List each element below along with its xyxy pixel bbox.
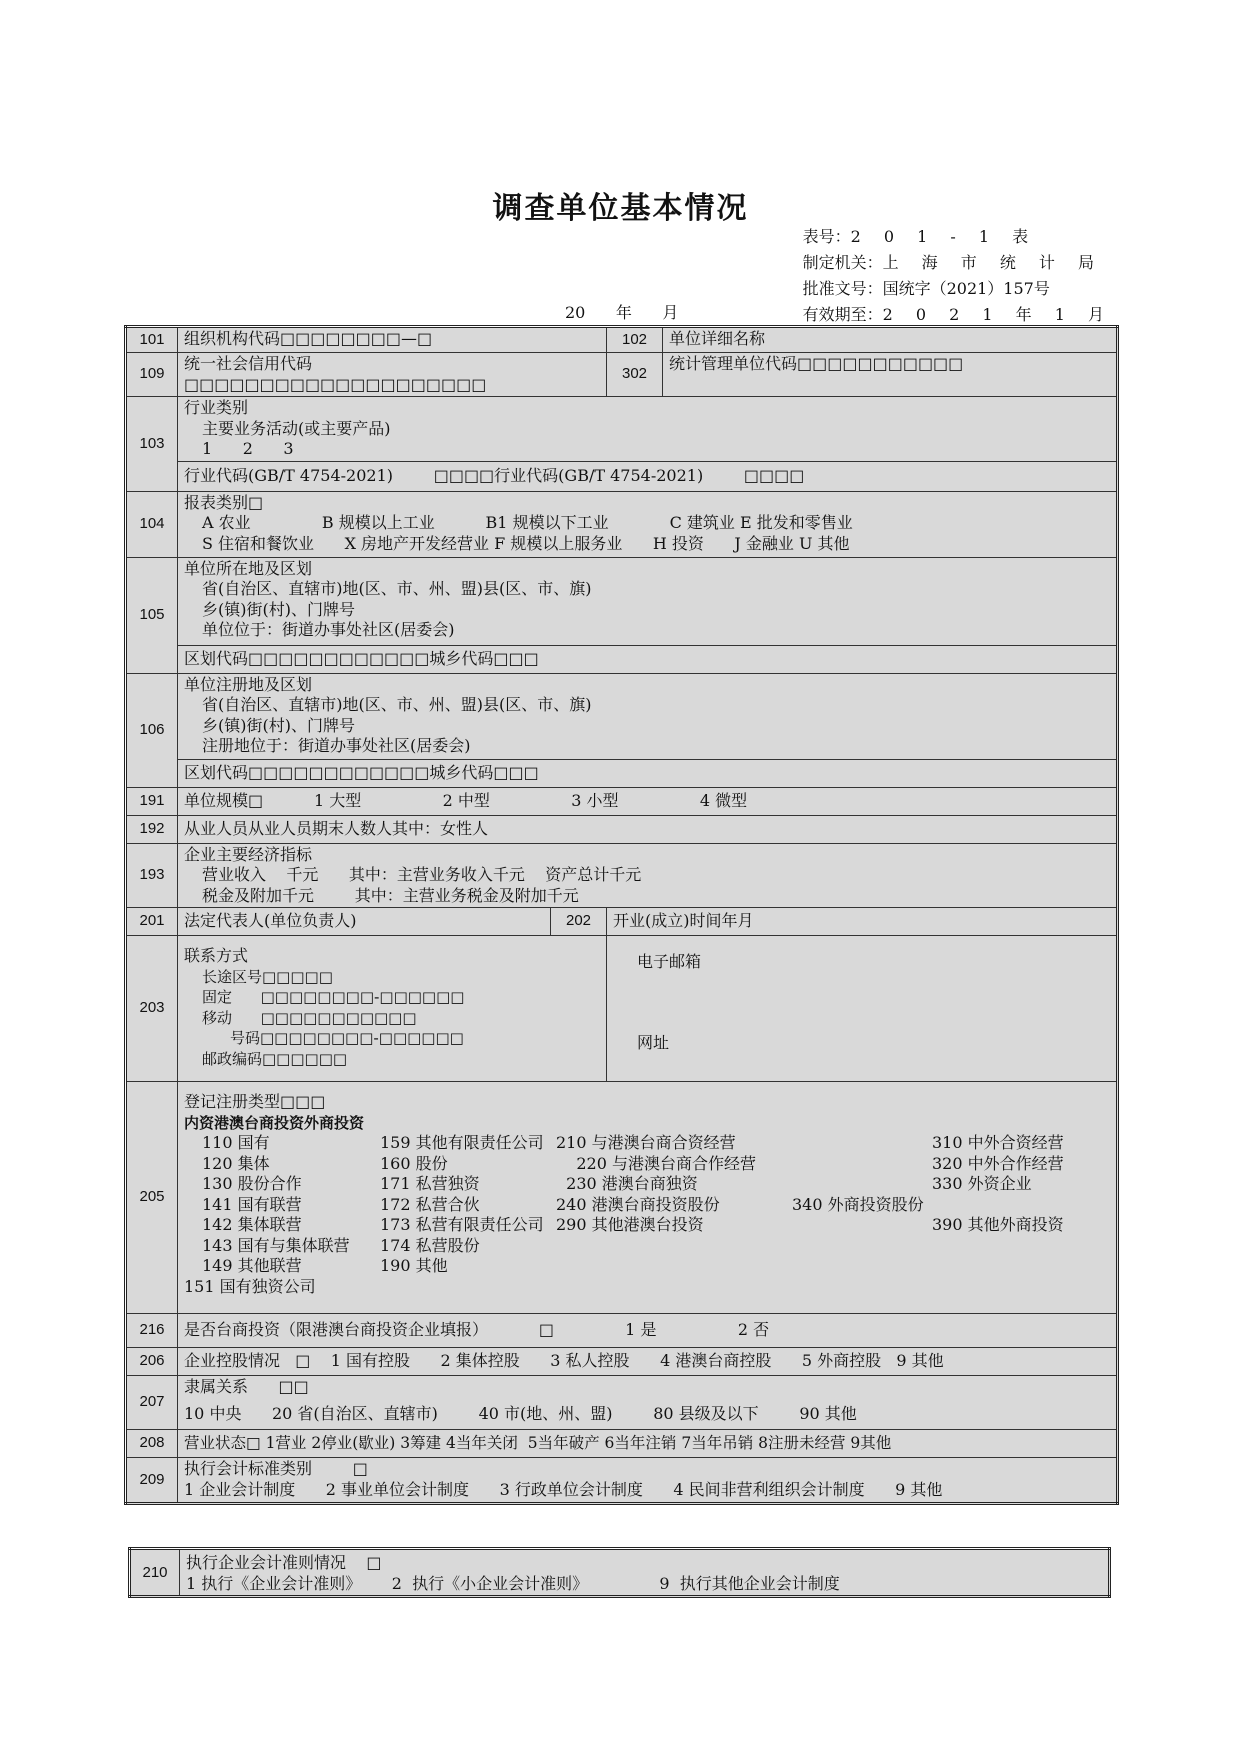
row-num-206: 206 bbox=[126, 1348, 178, 1376]
location-label: 单位所在地及区划 bbox=[184, 558, 313, 578]
report-type[interactable] bbox=[178, 491, 1118, 557]
accounting-label: 执行会计标准类别 □ bbox=[184, 1459, 368, 1478]
founding-date[interactable]: 开业(成立)时间年月 bbox=[607, 908, 1118, 936]
main-business-items[interactable]: 1 2 3 bbox=[202, 439, 294, 458]
valid-until: 2 0 2 1 年 1 月 bbox=[882, 305, 1113, 324]
row-num-103: 103 bbox=[126, 397, 178, 492]
unit-scale[interactable]: 单位规模□ 1 大型 2 中型 3 小型 4 微型 bbox=[178, 787, 1118, 815]
accounting-rules[interactable] bbox=[180, 1549, 1110, 1597]
registration-label: 登记注册类型□□□ bbox=[184, 1092, 326, 1111]
industry-label: 行业类别 bbox=[184, 398, 249, 417]
registration-option: 240 港澳台商投资股份 bbox=[556, 1194, 720, 1214]
form-meta bbox=[803, 224, 1113, 328]
registered-label: 单位注册地及区划 bbox=[184, 674, 313, 694]
affiliation-options: 10 中央 20 省(自治区、直辖市) 40 市(地、州、盟) 80 县级及以下 90 其他 bbox=[184, 1403, 857, 1423]
contact-online[interactable] bbox=[607, 936, 1118, 1082]
registration-type[interactable] bbox=[178, 1082, 1118, 1314]
accounting-standard[interactable] bbox=[178, 1458, 1118, 1504]
registration-option: 142 集体联营 bbox=[202, 1215, 302, 1234]
registration-option: 173 私营有限责任公司 bbox=[380, 1215, 544, 1234]
registration-option: 141 国有联营 bbox=[202, 1194, 302, 1214]
registration-option bbox=[932, 1256, 1112, 1277]
registration-option bbox=[932, 1236, 1112, 1257]
contact-info[interactable] bbox=[178, 936, 607, 1082]
location-province: 省(自治区、直辖市)地(区、市、州、盟)县(区、市、旗) bbox=[202, 579, 592, 598]
form-no: 2 0 1 - 1 表 bbox=[850, 227, 1038, 246]
location-division-code[interactable]: 区划代码□□□□□□□□□□□□城乡代码□□□ bbox=[178, 645, 1118, 673]
employees[interactable]: 从业人员从业人员期末人数人其中：女性人 bbox=[178, 815, 1118, 843]
row-num-209: 209 bbox=[126, 1458, 178, 1504]
registration-option: 149 其他联营 bbox=[202, 1256, 302, 1275]
registered-street: 乡(镇)街(村)、门牌号 bbox=[202, 715, 355, 735]
registration-option: 220 与港澳台商合作经营 bbox=[556, 1153, 756, 1173]
registered-community: 注册地位于：街道办事处社区(居委会) bbox=[202, 736, 471, 755]
location-street: 乡(镇)街(村)、门牌号 bbox=[202, 599, 355, 619]
report-type-options-2: S 住宿和餐饮业 X 房地产开发经营业 F 规模以上服务业 H 投资 J 金融业 U 其他 bbox=[202, 533, 850, 553]
row-num-201: 201 bbox=[126, 908, 178, 936]
org-code-field[interactable]: 组织机构代码□□□□□□□□—□ bbox=[178, 327, 607, 353]
authority-label: 制定机关： bbox=[802, 253, 883, 272]
registration-option bbox=[792, 1133, 932, 1154]
row-num-102: 102 bbox=[607, 327, 663, 353]
credit-code-field[interactable]: 统一社会信用代码□□□□□□□□□□□□□□□□□□□□ bbox=[178, 353, 607, 397]
row-num-104: 104 bbox=[126, 491, 178, 557]
registration-option: 110 国有 bbox=[202, 1133, 270, 1152]
registration-option bbox=[792, 1236, 932, 1257]
email-label: 电子邮箱 bbox=[637, 952, 702, 971]
operating-status[interactable]: 营业状态□ 1营业 2停业(歇业) 3筹建 4当年关闭 5当年破产 6当年注销 7当年吊销 8注册未经营 9其他 bbox=[178, 1430, 1118, 1458]
main-business-label: 主要业务活动(或主要产品) bbox=[202, 418, 391, 438]
row-num-203: 203 bbox=[126, 936, 178, 1082]
postal-code: 邮政编码□□□□□□ bbox=[202, 1049, 348, 1068]
registration-option: 310 中外合资经营 bbox=[932, 1133, 1064, 1152]
survey-form-table bbox=[124, 325, 1119, 1505]
registration-option bbox=[556, 1256, 792, 1277]
registration-option: 320 中外合作经营 bbox=[932, 1153, 1064, 1173]
industry-code-field[interactable]: 行业代码(GB/T 4754-2021) □□□□行业代码(GB/T 4754-2021) □□□□ bbox=[178, 461, 1118, 491]
row-num-302: 302 bbox=[607, 353, 663, 397]
accounting-rules-table bbox=[128, 1547, 1111, 1598]
row-num-106: 106 bbox=[126, 673, 178, 787]
row-num-205: 205 bbox=[126, 1082, 178, 1314]
affiliation[interactable] bbox=[178, 1376, 1118, 1430]
report-type-label: 报表类别□ bbox=[184, 492, 264, 512]
valid-label: 有效期至： bbox=[802, 305, 883, 324]
mobile: 移动 □□□□□□□□□□□ bbox=[202, 1008, 417, 1027]
phone-number: 号码□□□□□□□□-□□□□□□ bbox=[230, 1029, 464, 1047]
registration-groups: 内资港澳台商投资外商投资 bbox=[184, 1113, 365, 1132]
registration-option: 210 与港澳台商合资经营 bbox=[556, 1133, 736, 1152]
industry-category bbox=[178, 397, 1118, 462]
registered-division-code[interactable]: 区划代码□□□□□□□□□□□□城乡代码□□□ bbox=[178, 759, 1118, 787]
row-num-193: 193 bbox=[126, 843, 178, 908]
website-label: 网址 bbox=[637, 1032, 670, 1052]
affiliation-label: 隶属关系 □□ bbox=[184, 1377, 309, 1396]
economic-revenue: 营业收入 千元 其中：主营业务收入千元 资产总计千元 bbox=[202, 865, 642, 884]
registration-option: 290 其他港澳台投资 bbox=[556, 1215, 704, 1234]
row-num-202: 202 bbox=[551, 908, 607, 936]
row-num-208: 208 bbox=[126, 1430, 178, 1458]
economic-indicators[interactable] bbox=[178, 843, 1118, 908]
location-community: 单位位于：街道办事处社区(居委会) bbox=[202, 620, 455, 639]
approval-label: 批准文号： bbox=[802, 279, 883, 298]
registration-option: 171 私营独资 bbox=[380, 1174, 480, 1193]
contact-label: 联系方式 bbox=[184, 946, 249, 965]
registration-option bbox=[932, 1195, 1112, 1216]
taiwan-investment[interactable]: 是否台商投资（限港澳台商投资企业填报） □ 1 是 2 否 bbox=[178, 1314, 1118, 1348]
stat-mgmt-code-field[interactable]: 统计管理单位代码□□□□□□□□□□□ bbox=[663, 353, 1118, 397]
registration-options bbox=[184, 1133, 1110, 1277]
form-title: 调查单位基本情况 bbox=[492, 191, 749, 226]
registration-last: 151 国有独资公司 bbox=[184, 1276, 316, 1296]
registration-option: 190 其他 bbox=[380, 1256, 448, 1275]
authority: 上 海 市 统 计 局 bbox=[882, 253, 1104, 272]
holding-status[interactable]: 企业控股情况 □ 1 国有控股 2 集体控股 3 私人控股 4 港澳台商控股 5 外商控股 9 其他 bbox=[178, 1348, 1118, 1376]
accounting-rules-options: 1 执行《企业会计准则》 2 执行《小企业会计准则》 9 执行其他企业会计制度 bbox=[186, 1573, 840, 1593]
form-no-label: 表号： bbox=[802, 227, 851, 246]
economic-tax: 税金及附加千元 其中：主营业务税金及附加千元 bbox=[202, 885, 579, 905]
report-type-options-1: A 农业 B 规模以上工业 B1 规模以下工业 C 建筑业 E 批发和零售业 bbox=[202, 513, 853, 532]
report-year-month: 20 年 月 bbox=[565, 303, 679, 322]
registered-location[interactable] bbox=[178, 673, 1118, 759]
approval: 国统字（2021）157号 bbox=[882, 279, 1050, 298]
row-num-192: 192 bbox=[126, 815, 178, 843]
registration-option: 230 港澳台商独资 bbox=[556, 1174, 698, 1193]
accounting-options: 1 企业会计制度 2 事业单位会计制度 3 行政单位会计制度 4 民间非营利组织会计制度 9 其他 bbox=[184, 1479, 943, 1499]
registration-option bbox=[556, 1236, 792, 1257]
registration-option: 159 其他有限责任公司 bbox=[380, 1133, 544, 1152]
legal-representative[interactable]: 法定代表人(单位负责人) bbox=[178, 908, 551, 936]
row-num-216: 216 bbox=[126, 1314, 178, 1348]
registration-option: 172 私营合伙 bbox=[380, 1194, 480, 1214]
registration-option: 340 外商投资股份 bbox=[792, 1194, 924, 1214]
registration-option bbox=[792, 1215, 932, 1236]
row-num-105: 105 bbox=[126, 557, 178, 673]
registration-option bbox=[792, 1256, 932, 1277]
area-code: 长途区号□□□□□ bbox=[202, 967, 333, 986]
landline: 固定 □□□□□□□□-□□□□□□ bbox=[202, 988, 465, 1006]
registration-option: 160 股份 bbox=[380, 1153, 448, 1173]
row-num-210: 210 bbox=[130, 1549, 180, 1597]
accounting-rules-label: 执行企业会计准则情况 □ bbox=[186, 1552, 382, 1572]
registration-option: 330 外资企业 bbox=[932, 1174, 1032, 1193]
row-num-191: 191 bbox=[126, 787, 178, 815]
registered-province: 省(自治区、直辖市)地(区、市、州、盟)县(区、市、旗) bbox=[202, 695, 592, 714]
economic-label: 企业主要经济指标 bbox=[184, 844, 313, 864]
unit-name-field[interactable]: 单位详细名称 bbox=[663, 327, 1118, 353]
registration-option: 143 国有与集体联营 bbox=[202, 1235, 350, 1255]
registration-option: 174 私营股份 bbox=[380, 1235, 480, 1255]
registration-option bbox=[792, 1174, 932, 1195]
unit-location[interactable] bbox=[178, 557, 1118, 645]
registration-option: 120 集体 bbox=[202, 1153, 270, 1173]
registration-option: 390 其他外商投资 bbox=[932, 1215, 1064, 1234]
registration-option: 130 股份合作 bbox=[202, 1174, 302, 1193]
row-num-101: 101 bbox=[126, 327, 178, 353]
registration-option bbox=[792, 1154, 932, 1175]
row-num-207: 207 bbox=[126, 1376, 178, 1430]
row-num-109: 109 bbox=[126, 353, 178, 397]
